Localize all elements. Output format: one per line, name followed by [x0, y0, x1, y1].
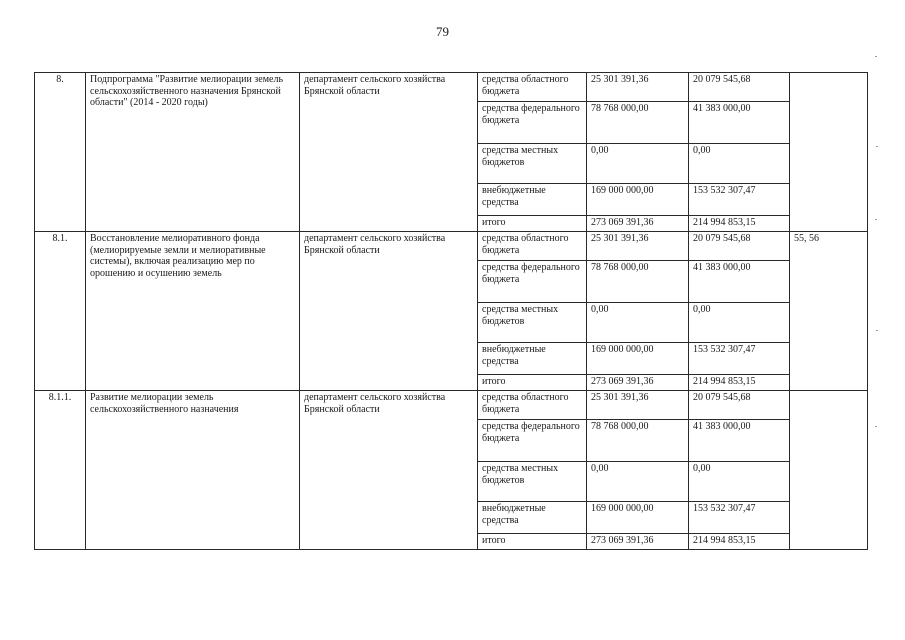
funding-actual: 153 532 307,47 — [689, 502, 790, 534]
funding-plan: 25 301 391,36 — [587, 232, 689, 261]
item-number: 8.1.1. — [35, 391, 86, 550]
item-name: Развитие мелиорации земель сельскохозяйственного назначения — [86, 391, 300, 550]
funding-actual: 214 994 853,15 — [689, 216, 790, 232]
budget-table — [34, 72, 868, 550]
funding-actual: 20 079 545,68 — [689, 391, 790, 420]
funding-source: средства федерального бюджета — [478, 261, 587, 303]
funding-source: средства местных бюджетов — [478, 303, 587, 343]
funding-actual: 41 383 000,00 — [689, 102, 790, 144]
item-reference: 55, 56 — [790, 232, 868, 391]
funding-actual: 20 079 545,68 — [689, 73, 790, 102]
funding-actual: 0,00 — [689, 303, 790, 343]
funding-plan: 273 069 391,36 — [587, 534, 689, 550]
funding-plan: 169 000 000,00 — [587, 184, 689, 216]
funding-actual: 41 383 000,00 — [689, 261, 790, 303]
funding-plan: 78 768 000,00 — [587, 261, 689, 303]
funding-plan: 78 768 000,00 — [587, 420, 689, 462]
funding-actual: 41 383 000,00 — [689, 420, 790, 462]
scan-speck — [875, 426, 877, 427]
item-number: 8. — [35, 73, 86, 232]
funding-source: средства областного бюджета — [478, 391, 587, 420]
funding-actual: 0,00 — [689, 144, 790, 184]
scan-speck — [876, 146, 878, 147]
funding-source: средства федерального бюджета — [478, 420, 587, 462]
item-executor: департамент сельского хозяйства Брянской области — [300, 73, 478, 232]
funding-plan: 25 301 391,36 — [587, 73, 689, 102]
funding-source: средства федерального бюджета — [478, 102, 587, 144]
funding-actual: 153 532 307,47 — [689, 343, 790, 375]
funding-plan: 0,00 — [587, 462, 689, 502]
funding-plan: 169 000 000,00 — [587, 343, 689, 375]
item-executor: департамент сельского хозяйства Брянской области — [300, 232, 478, 391]
funding-source: внебюджетные средства — [478, 184, 587, 216]
funding-source: итого — [478, 375, 587, 391]
funding-source: итого — [478, 534, 587, 550]
table-row — [35, 391, 868, 420]
funding-plan: 78 768 000,00 — [587, 102, 689, 144]
funding-actual: 153 532 307,47 — [689, 184, 790, 216]
table-row — [35, 73, 868, 102]
funding-plan: 273 069 391,36 — [587, 216, 689, 232]
funding-plan: 273 069 391,36 — [587, 375, 689, 391]
item-reference — [790, 73, 868, 232]
funding-actual: 214 994 853,15 — [689, 534, 790, 550]
funding-actual: 214 994 853,15 — [689, 375, 790, 391]
funding-source: внебюджетные средства — [478, 502, 587, 534]
funding-plan: 0,00 — [587, 303, 689, 343]
funding-source: итого — [478, 216, 587, 232]
funding-source: внебюджетные средства — [478, 343, 587, 375]
table-row — [35, 232, 868, 261]
item-executor: департамент сельского хозяйства Брянской области — [300, 391, 478, 550]
funding-source: средства областного бюджета — [478, 73, 587, 102]
funding-plan: 25 301 391,36 — [587, 391, 689, 420]
scan-speck — [875, 219, 877, 220]
funding-source: средства местных бюджетов — [478, 462, 587, 502]
funding-plan: 169 000 000,00 — [587, 502, 689, 534]
page-number: 79 — [436, 24, 449, 39]
funding-source: средства областного бюджета — [478, 232, 587, 261]
item-reference — [790, 391, 868, 550]
funding-plan: 0,00 — [587, 144, 689, 184]
item-number: 8.1. — [35, 232, 86, 391]
item-name: Подпрограмма "Развитие мелиорации земель сельскохозяйственного назначения Брянской области" (2014 - 2020 годы) — [86, 73, 300, 232]
funding-actual: 20 079 545,68 — [689, 232, 790, 261]
item-name: Восстановление мелиоративного фонда (мелиорируемые земли и мелиоративные системы), включая реализацию мер по орошению и осушению земель — [86, 232, 300, 391]
scan-speck — [875, 56, 877, 57]
scan-speck — [876, 330, 878, 331]
funding-actual: 0,00 — [689, 462, 790, 502]
funding-source: средства местных бюджетов — [478, 144, 587, 184]
